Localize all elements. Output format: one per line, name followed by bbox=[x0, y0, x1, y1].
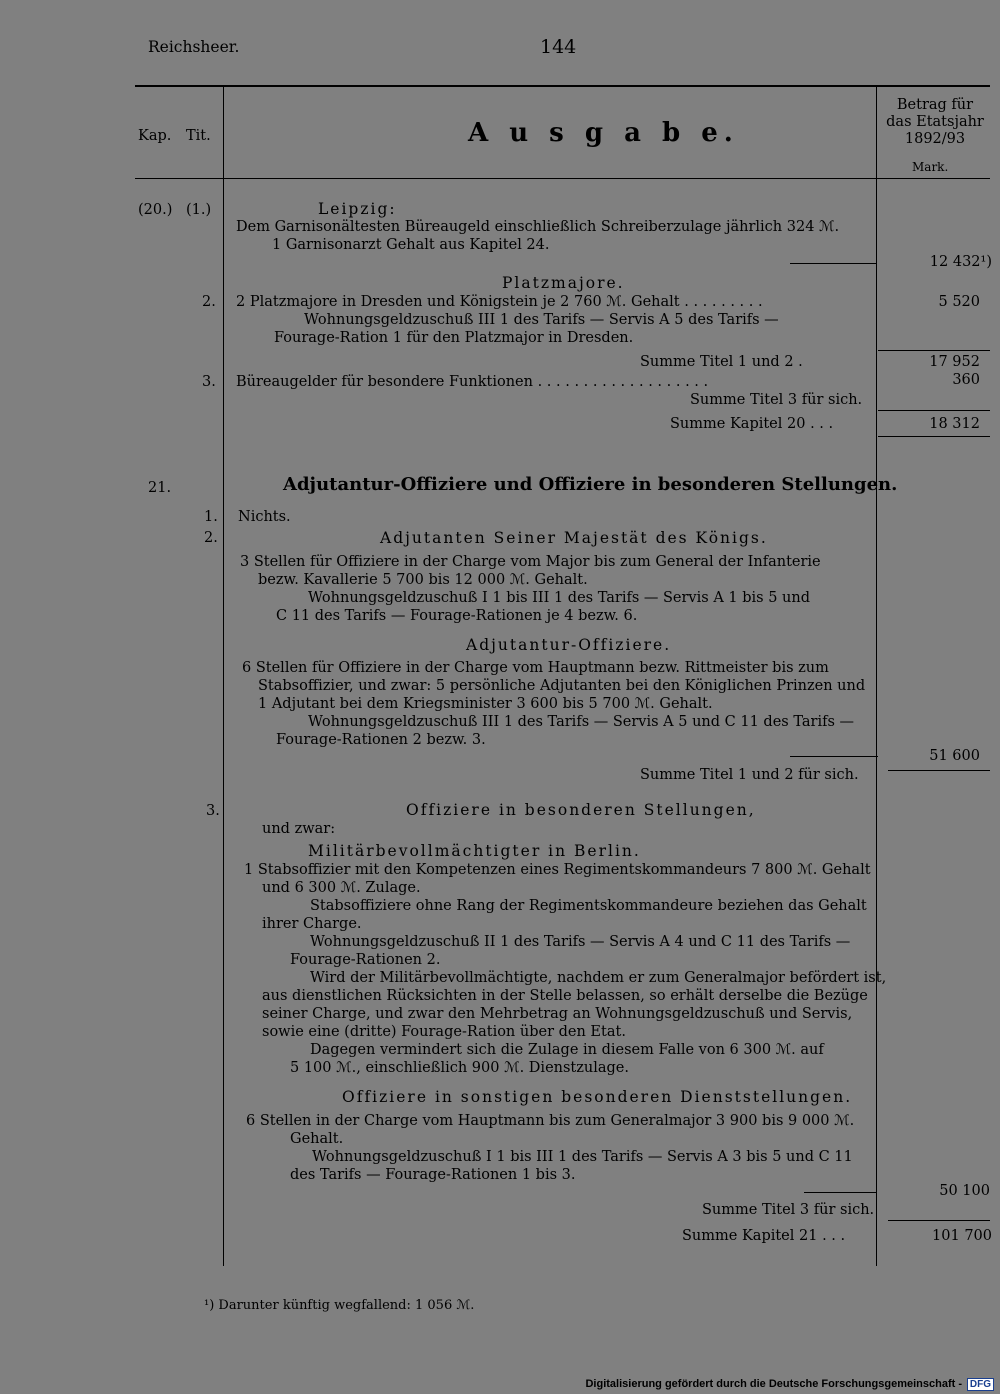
sum-rule bbox=[790, 756, 878, 757]
amount: 5 520 bbox=[938, 294, 980, 310]
text-line: sowie eine (dritte) Fourage-Ration über den Etat. bbox=[262, 1024, 626, 1040]
amount: 51 600 bbox=[929, 748, 980, 764]
amount: 18 312 bbox=[929, 416, 980, 432]
col-ausgabe: A u s g a b e. bbox=[468, 118, 739, 148]
text-line: 5 100 ℳ., einschließlich 900 ℳ. Dienstzulage. bbox=[290, 1060, 629, 1076]
col-kap: Kap. bbox=[138, 128, 172, 144]
text-line: Dagegen vermindert sich die Zulage in diesem Falle von 6 300 ℳ. auf bbox=[310, 1042, 824, 1058]
kap-number: 21. bbox=[148, 480, 172, 496]
sum-rule bbox=[790, 263, 876, 264]
text-line: und 6 300 ℳ. Zulage. bbox=[262, 880, 421, 896]
text-line: 2 Platzmajore in Dresden und Königstein je 2 760 ℳ. Gehalt . . . . . . . . . bbox=[236, 294, 763, 310]
text-line: 3 Stellen für Offiziere in der Charge vom Major bis zum General der Infanterie bbox=[240, 554, 821, 570]
betrag-line-3: 1892/93 bbox=[904, 131, 966, 147]
amount: 101 700 bbox=[932, 1228, 992, 1244]
sum-rule bbox=[878, 350, 990, 351]
text-line: und zwar: bbox=[262, 821, 336, 837]
text-line: Fourage-Rationen 2 bezw. 3. bbox=[276, 732, 486, 748]
text-line: 6 Stellen in der Charge vom Hauptmann bis zum Generalmajor 3 900 bis 9 000 ℳ. bbox=[246, 1113, 855, 1129]
text-line: 1 Adjutant bei dem Kriegsminister 3 600 bis 5 700 ℳ. Gehalt. bbox=[258, 696, 713, 712]
col-betrag bbox=[880, 97, 990, 148]
text-line: ihrer Charge. bbox=[262, 916, 362, 932]
footer-credit: Digitalisierung gefördert durch die Deutsche Forschungsgemeinschaft - bbox=[585, 1378, 962, 1390]
text-line: Wohnungsgeldzuschuß III 1 des Tarifs — Servis A 5 und C 11 des Tarifs — bbox=[308, 714, 855, 730]
betrag-line-2: das Etatsjahr bbox=[886, 114, 984, 130]
text-line: Stabsoffizier, und zwar: 5 persönliche Adjutanten bei den Königlichen Prinzen und bbox=[258, 678, 866, 694]
col-tit: Tit. bbox=[186, 128, 211, 144]
text-line: Wohnungsgeldzuschuß III 1 des Tarifs — Servis A 5 des Tarifs — bbox=[304, 312, 779, 328]
tit-number: 2. bbox=[202, 294, 216, 310]
sum-rule bbox=[804, 1192, 876, 1193]
section-heading: Offiziere in besonderen Stellungen, bbox=[406, 801, 756, 819]
text-line: Stabsoffiziere ohne Rang der Regimentskommandeure beziehen das Gehalt bbox=[310, 898, 867, 914]
summe-line: Summe Titel 1 und 2 für sich. bbox=[640, 767, 859, 783]
summe-line: Summe Titel 3 für sich. bbox=[702, 1202, 875, 1218]
text-line: Fourage-Rationen 2. bbox=[290, 952, 441, 968]
text-line: Wohnungsgeldzuschuß II 1 des Tarifs — Servis A 4 und C 11 des Tarifs — bbox=[310, 934, 851, 950]
top-rule bbox=[135, 85, 990, 87]
page-number: 144 bbox=[540, 36, 577, 58]
text-line: bezw. Kavallerie 5 700 bis 12 000 ℳ. Gehalt. bbox=[258, 572, 588, 588]
tit-number: 3. bbox=[202, 374, 216, 390]
text-line: 6 Stellen für Offiziere in der Charge vom Hauptmann bezw. Rittmeister bis zum bbox=[242, 660, 829, 676]
amount: 12 432¹) bbox=[929, 254, 992, 270]
chapter-title: Adjutantur-Offiziere und Offiziere in besonderen Stellungen. bbox=[283, 474, 898, 495]
header-bottom-rule bbox=[135, 178, 990, 179]
section-heading: Adjutantur-Offiziere. bbox=[466, 636, 672, 654]
tit-number: (1.) bbox=[186, 202, 212, 218]
amount: 50 100 bbox=[939, 1183, 990, 1199]
sum-rule bbox=[878, 436, 990, 437]
tit-number: 1. bbox=[204, 509, 218, 525]
text-line: Wohnungsgeldzuschuß I 1 bis III 1 des Tarifs — Servis A 1 bis 5 und bbox=[308, 590, 810, 606]
sum-rule bbox=[888, 770, 990, 771]
section-heading: Adjutanten Seiner Majestät des Königs. bbox=[380, 529, 768, 547]
section-heading: Leipzig: bbox=[318, 200, 397, 218]
text-line: seiner Charge, und zwar den Mehrbetrag an Wohnungsgeldzuschuß und Servis, bbox=[262, 1006, 853, 1022]
text-line: 1 Stabsoffizier mit den Kompetenzen eines Regimentskommandeurs 7 800 ℳ. Gehalt bbox=[244, 862, 871, 878]
summe-line: Summe Titel 1 und 2 . bbox=[640, 354, 803, 370]
text-line: Gehalt. bbox=[290, 1131, 344, 1147]
text-line: 1 Garnisonarzt Gehalt aus Kapitel 24. bbox=[272, 237, 550, 253]
amount-divider bbox=[876, 86, 877, 1266]
text-line: Nichts. bbox=[238, 509, 291, 525]
section-heading: Offiziere in sonstigen besonderen Dienststellungen. bbox=[342, 1088, 853, 1106]
text-line: aus dienstlichen Rücksichten in der Stelle belassen, so erhält derselbe die Bezüge bbox=[262, 988, 868, 1004]
text-line: Dem Garnisonältesten Büreaugeld einschließlich Schreiberzulage jährlich 324 ℳ. bbox=[236, 219, 840, 235]
kap-tit-divider bbox=[223, 86, 224, 1266]
tit-number: 2. bbox=[204, 530, 218, 546]
amount: 17 952 bbox=[929, 354, 980, 370]
summe-kapitel: Summe Kapitel 21 . . . bbox=[682, 1228, 846, 1244]
footnote: ¹) Darunter künftig wegfallend: 1 056 ℳ. bbox=[204, 1298, 475, 1313]
amount: 360 bbox=[952, 372, 980, 388]
section-heading: Platzmajore. bbox=[502, 274, 625, 292]
betrag-line-1: Betrag für bbox=[896, 97, 974, 113]
section-heading: Militärbevollmächtigter in Berlin. bbox=[308, 842, 641, 860]
running-header: Reichsheer. bbox=[148, 38, 240, 56]
sum-rule bbox=[878, 410, 990, 411]
summe-kapitel: Summe Kapitel 20 . . . bbox=[670, 416, 834, 432]
summe-line: Summe Titel 3 für sich. bbox=[690, 392, 863, 408]
dfg-logo: DFG bbox=[967, 1378, 994, 1391]
sum-rule bbox=[888, 1220, 990, 1221]
kap-number: (20.) bbox=[138, 202, 173, 218]
text-line: C 11 des Tarifs — Fourage-Rationen je 4 bezw. 6. bbox=[276, 608, 638, 624]
tit-number: 3. bbox=[206, 803, 220, 819]
col-mark: Mark. bbox=[912, 160, 949, 174]
text-line: Fourage-Ration 1 für den Platzmajor in Dresden. bbox=[274, 330, 634, 346]
text-line: des Tarifs — Fourage-Rationen 1 bis 3. bbox=[290, 1167, 576, 1183]
text-line: Wird der Militärbevollmächtigte, nachdem er zum Generalmajor befördert ist, bbox=[310, 970, 887, 986]
text-line: Wohnungsgeldzuschuß I 1 bis III 1 des Tarifs — Servis A 3 bis 5 und C 11 bbox=[312, 1149, 853, 1165]
text-line: Büreaugelder für besondere Funktionen . . . . . . . . . . . . . . . . . . . bbox=[236, 374, 709, 390]
